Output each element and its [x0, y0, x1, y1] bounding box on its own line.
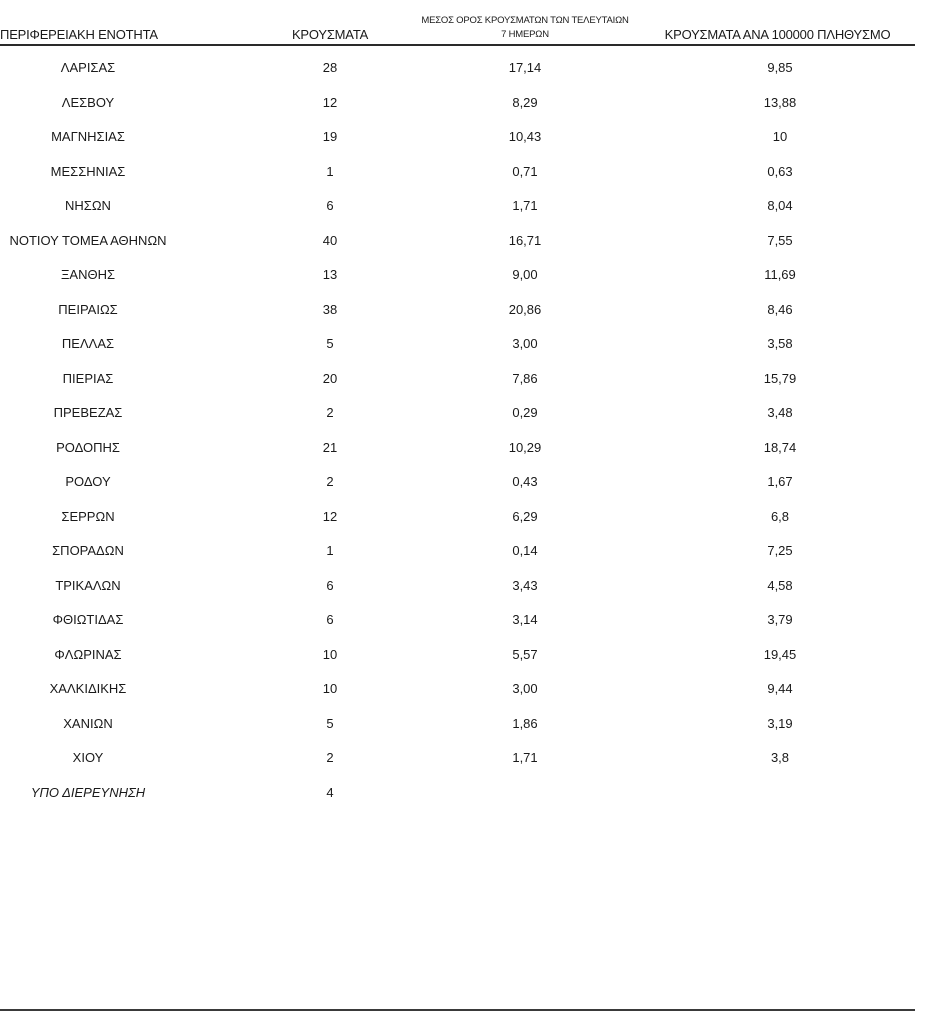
- cell-avg7: 0,14: [512, 543, 538, 558]
- cell-cases: 20: [322, 370, 338, 386]
- cell-per100k: 18,74: [763, 439, 797, 455]
- cell-region: ΠΕΛΛΑΣ: [61, 336, 115, 351]
- table-row: [0, 570, 915, 605]
- cell-region: ΦΛΩΡΙΝΑΣ: [54, 646, 122, 662]
- cell-per100k: 7,55: [767, 232, 793, 248]
- cell-avg7: 16,71: [508, 232, 542, 248]
- cell-cases: 1: [326, 543, 334, 558]
- table-row: [0, 52, 915, 87]
- header-avg7: ΜΕΣΟΣ ΟΡΟΣ ΚΡΟΥΣΜΑΤΩΝ ΤΩΝ ΤΕΛΕΥΤΑΙΩΝ 7 ΗΜΕΡΩΝ: [421, 15, 629, 40]
- cell-per100k: 0,63: [767, 163, 793, 179]
- table-row: [0, 708, 915, 743]
- table-row: [0, 501, 915, 536]
- cell-region: ΝΗΣΩΝ: [65, 198, 111, 213]
- cell-cases: 2: [326, 750, 334, 765]
- table-row: [0, 742, 915, 777]
- table-row: [0, 604, 915, 639]
- cell-region: ΧΑΝΙΩΝ: [63, 715, 113, 731]
- cell-avg7: 10,43: [508, 129, 542, 144]
- cell-per100k: 3,19: [767, 715, 793, 731]
- cell-avg7: 1,86: [512, 715, 538, 731]
- table-row: [0, 535, 915, 570]
- cell-per100k: 1,67: [767, 474, 793, 489]
- table-row: [0, 156, 915, 191]
- table-row: [0, 121, 915, 156]
- table-row: [0, 639, 915, 674]
- cell-avg7: 0,43: [512, 474, 538, 489]
- cell-region: ΞΑΝΘΗΣ: [60, 267, 116, 282]
- table-body: [0, 52, 915, 811]
- cell-per100k: 11,69: [764, 267, 796, 282]
- cell-avg7: 1,71: [512, 750, 538, 765]
- table-row: [0, 466, 915, 501]
- cell-per100k: 15,79: [763, 370, 797, 386]
- table-row: [0, 259, 915, 294]
- cell-per100k: 3,79: [767, 612, 793, 627]
- cell-avg7: 17,14: [508, 60, 542, 75]
- cell-avg7: 10,29: [508, 439, 542, 455]
- cell-region: ΣΠΟΡΑΔΩΝ: [52, 543, 124, 558]
- cell-avg7: 5,57: [512, 646, 538, 662]
- header-per100k: ΚΡΟΥΣΜΑΤΑ ΑΝΑ 100000 ΠΛΗΘΥΣΜΟ: [664, 27, 891, 42]
- table-row: [0, 328, 915, 363]
- cell-region: ΠΙΕΡΙΑΣ: [62, 370, 114, 386]
- cell-avg7: 3,00: [512, 681, 538, 696]
- table-row: [0, 87, 915, 122]
- cell-cases: 2: [326, 405, 334, 420]
- cell-cases: 6: [326, 198, 334, 213]
- cell-cases: 38: [322, 301, 338, 317]
- cell-cases: 12: [322, 94, 338, 110]
- cell-per100k: 10: [772, 129, 788, 144]
- cell-avg7: 0,71: [512, 163, 538, 179]
- header-cases: ΚΡΟΥΣΜΑΤΑ: [291, 27, 369, 42]
- table-row: [0, 673, 915, 708]
- cell-avg7: 20,86: [508, 301, 542, 317]
- cell-region: ΠΡΕΒΕΖΑΣ: [53, 405, 123, 420]
- cell-cases: 5: [326, 336, 334, 351]
- cell-cases: 5: [326, 715, 334, 731]
- cell-region: ΠΕΙΡΑΙΩΣ: [58, 301, 118, 317]
- cell-per100k: 9,85: [767, 60, 793, 75]
- cell-region: ΜΑΓΝΗΣΙΑΣ: [51, 129, 125, 144]
- table-header: [0, 8, 915, 46]
- table-row: [0, 397, 915, 432]
- cell-region: ΤΡΙΚΑΛΩΝ: [55, 577, 121, 593]
- cell-region: ΛΕΣΒΟΥ: [61, 94, 115, 110]
- cell-per100k: 3,8: [770, 750, 790, 765]
- table-row: [0, 363, 915, 398]
- cell-region: ΡΟΔΟΥ: [65, 474, 111, 489]
- cell-cases: 28: [322, 60, 338, 75]
- cell-cases: 10: [322, 681, 338, 696]
- cell-cases: 10: [322, 646, 338, 662]
- cell-per100k: 3,58: [767, 336, 793, 351]
- cell-region: ΣΕΡΡΩΝ: [61, 508, 115, 524]
- cell-cases: 1: [326, 163, 334, 179]
- cell-avg7: 3,14: [512, 612, 538, 627]
- table-row: [0, 225, 915, 260]
- cell-cases: 40: [322, 232, 338, 248]
- cell-per100k: 3,48: [767, 405, 793, 420]
- cell-avg7: 8,29: [512, 94, 538, 110]
- cell-cases: 4: [326, 784, 334, 800]
- cell-region: ΦΘΙΩΤΙΔΑΣ: [52, 612, 124, 627]
- cell-avg7: 3,00: [512, 336, 538, 351]
- table-row-under-investigation: [0, 777, 915, 812]
- cell-avg7: 3,43: [512, 577, 538, 593]
- footer-divider: [0, 1009, 915, 1011]
- cell-region: ΜΕΣΣΗΝΙΑΣ: [50, 163, 126, 179]
- cell-cases: 19: [322, 129, 338, 144]
- table-row: [0, 294, 915, 329]
- cell-cases: 21: [322, 439, 338, 455]
- cell-cases: 2: [326, 474, 334, 489]
- header-region: ΠΕΡΙΦΕΡΕΙΑΚΗ ΕΝΟΤΗΤΑ: [0, 27, 158, 42]
- table-row: [0, 190, 915, 225]
- cell-cases: 6: [326, 612, 334, 627]
- cell-per100k: 8,46: [767, 301, 793, 317]
- cell-cases: 12: [322, 508, 338, 524]
- cell-per100k: 19,45: [763, 646, 797, 662]
- cell-region: ΧΙΟΥ: [72, 750, 104, 765]
- cell-per100k: 4,58: [767, 577, 793, 593]
- cell-avg7: 6,29: [512, 508, 538, 524]
- cell-per100k: 6,8: [770, 508, 790, 524]
- cell-avg7: 1,71: [512, 198, 538, 213]
- cell-cases: 13: [322, 267, 338, 282]
- table-row: [0, 432, 915, 467]
- cell-region: ΧΑΛΚΙΔΙΚΗΣ: [49, 681, 127, 696]
- cell-region: ΥΠΟ ΔΙΕΡΕΥΝΗΣΗ: [30, 784, 146, 800]
- cell-per100k: 8,04: [767, 198, 793, 213]
- cell-region: ΡΟΔΟΠΗΣ: [56, 439, 120, 455]
- cell-per100k: 9,44: [767, 681, 793, 696]
- cell-region: ΝΟΤΙΟΥ ΤΟΜΕΑ ΑΘΗΝΩΝ: [9, 232, 167, 248]
- cell-per100k: 7,25: [767, 543, 793, 558]
- cell-avg7: 9,00: [512, 267, 538, 282]
- cell-per100k: 13,88: [763, 94, 797, 110]
- cell-region: ΛΑΡΙΣΑΣ: [60, 60, 116, 75]
- cell-cases: 6: [326, 577, 334, 593]
- cell-avg7: 7,86: [512, 370, 538, 386]
- cell-avg7: 0,29: [512, 405, 538, 420]
